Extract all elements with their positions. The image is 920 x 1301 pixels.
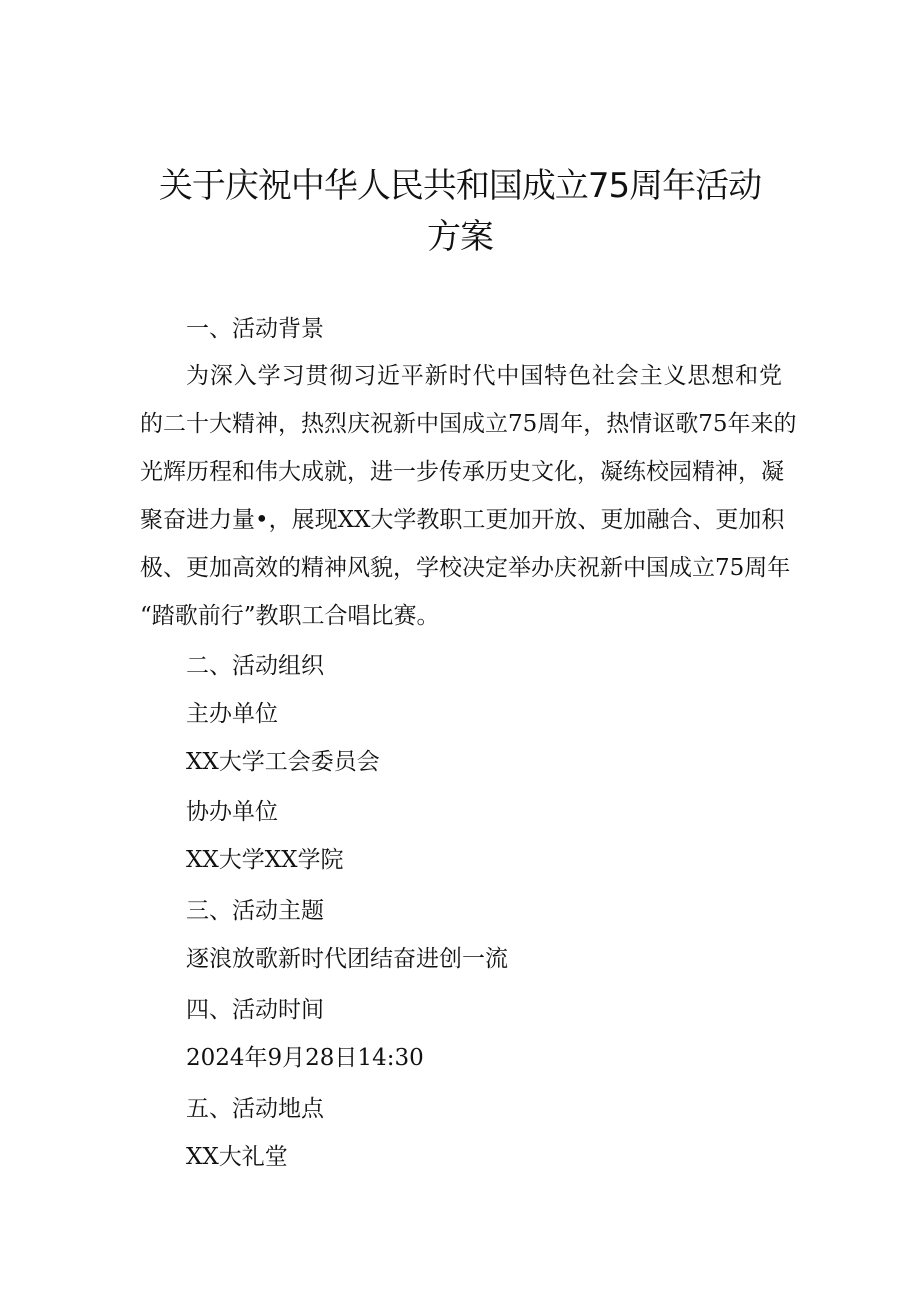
theme-value: 逐浪放歌新时代团结奋进创一流: [186, 946, 508, 972]
venue-value: XX大礼堂: [186, 1144, 288, 1170]
section-heading-background: 一、活动背景: [186, 316, 324, 342]
organizer-label: 主办单位: [186, 701, 278, 727]
paragraph-line: 聚奋进力量•，展现XX大学教职工更加开放、更加融合、更加积: [140, 507, 785, 533]
organizer-value: XX大学工会委员会: [186, 749, 380, 775]
paragraph-line: 极、更加高效的精神风貌，学校决定举办庆祝新中国成立75周年: [140, 555, 791, 581]
section-heading-theme: 三、活动主题: [186, 898, 324, 924]
section-heading-organization: 二、活动组织: [186, 653, 324, 679]
paragraph-line: 为深入学习贯彻习近平新时代中国特色社会主义思想和党: [186, 363, 782, 389]
paragraph-line: 光辉历程和伟大成就，进一步传承历史文化，凝练校园精神，凝: [140, 459, 784, 485]
document-title-line-2: 方案: [427, 217, 493, 257]
paragraph-line: 的二十大精神，热烈庆祝新中国成立75周年，热情讴歌75年来的: [140, 411, 797, 437]
document-title-line-1: 关于庆祝中华人民共和国成立75周年活动: [158, 166, 762, 206]
section-heading-venue: 五、活动地点: [186, 1096, 324, 1122]
section-heading-time: 四、活动时间: [186, 997, 324, 1023]
time-value: 2024年9月28日14:30: [186, 1045, 424, 1071]
paragraph-line: “踏歌前行”教职工合唱比赛。: [140, 603, 440, 629]
co-organizer-value: XX大学XX学院: [186, 847, 344, 873]
co-organizer-label: 协办单位: [186, 799, 278, 825]
